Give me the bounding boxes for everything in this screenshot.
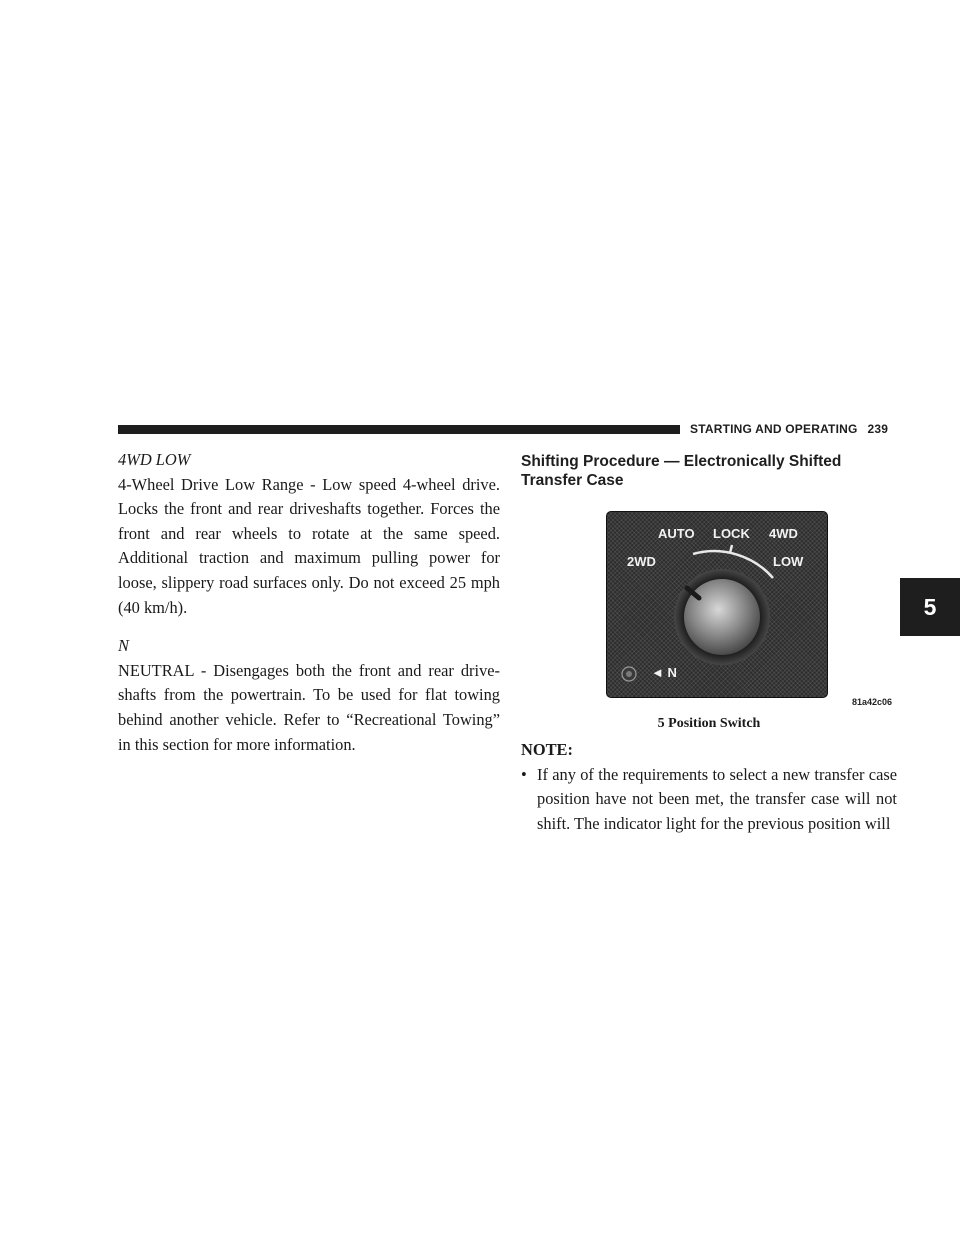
note-bullet-text: If any of the requirements to select a new transfer case position have not been met, the transfer case will not shift. The indicator light for the previous position will bbox=[537, 764, 897, 833]
selector-knob[interactable] bbox=[684, 579, 760, 655]
chapter-tab: 5 bbox=[900, 578, 960, 636]
mode-neutral-title: N bbox=[118, 636, 129, 656]
mode-4wd-low-body: 4-Wheel Drive Low Range - Low speed 4-wheel drive. Locks the front and rear driveshafts together. Forces the front and rear wheels to rotate at the same speed. Additional traction and maximum pulling power for loose, slippery road surfaces only. Do not exceed 25 mph (40 km/h). bbox=[118, 474, 500, 617]
label-2wd: 2WD bbox=[627, 554, 656, 569]
right-column-heading bbox=[521, 452, 897, 490]
transfer-case-switch-figure bbox=[607, 512, 827, 697]
label-low: LOW bbox=[773, 554, 804, 569]
bullet-dot-icon: • bbox=[521, 764, 527, 784]
note-block bbox=[521, 738, 897, 836]
running-header bbox=[690, 422, 888, 436]
label-lock: LOCK bbox=[713, 526, 750, 541]
mode-4wd-low-title: 4WD LOW bbox=[118, 450, 191, 469]
note-label: NOTE: bbox=[521, 740, 573, 759]
note-bullet bbox=[521, 763, 897, 837]
section-title-line-2: Transfer Case bbox=[521, 472, 624, 489]
label-auto: AUTO bbox=[658, 526, 695, 541]
page-number: 239 bbox=[867, 422, 889, 436]
mode-neutral-body: NEUTRAL - Disengages both the front and rear drive-shafts from the powertrain. To be used for flat towing behind another vehicle. Refer to “Recreational Towing” in this section for more information. bbox=[118, 660, 500, 754]
left-column bbox=[118, 448, 500, 757]
lock-tick bbox=[730, 545, 732, 553]
figure-caption: 5 Position Switch bbox=[657, 716, 761, 731]
figure-code: 81a42c06 bbox=[852, 697, 893, 707]
label-4wd: 4WD bbox=[769, 526, 798, 541]
header-rule bbox=[118, 425, 680, 434]
indicator-lamp-center bbox=[626, 671, 632, 677]
header-section-title: STARTING AND OPERATING bbox=[690, 422, 858, 436]
section-title-line-1: Shifting Procedure — Electronically Shifted bbox=[521, 453, 842, 470]
label-neutral: ◄ N bbox=[651, 665, 677, 680]
